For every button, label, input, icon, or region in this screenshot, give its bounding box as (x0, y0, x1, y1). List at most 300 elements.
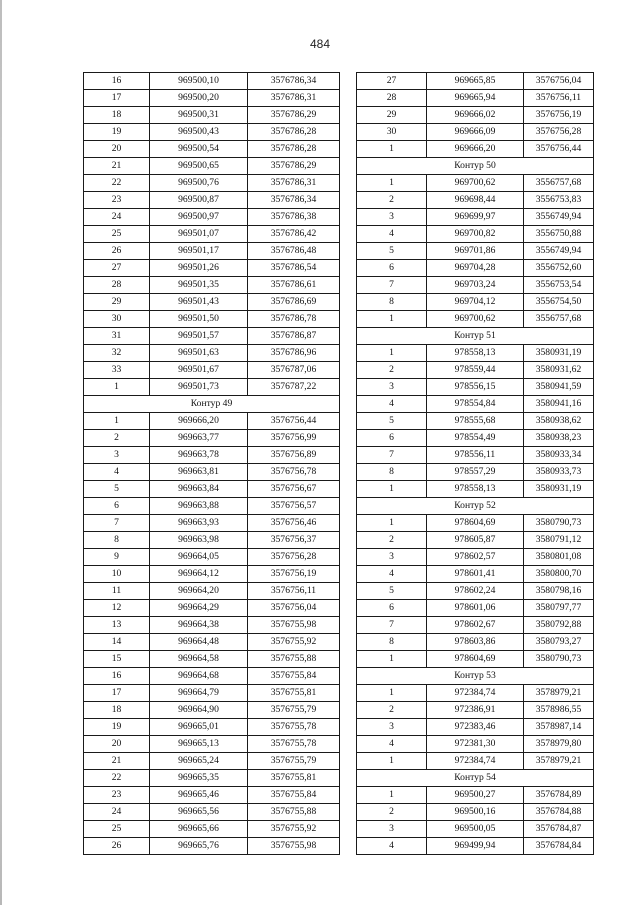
table-row (357, 90, 594, 107)
y-coordinate-cell: 3578979,21 (524, 753, 594, 770)
table-row (84, 430, 340, 447)
x-coordinate-cell: 978559,44 (427, 362, 524, 379)
y-coordinate-cell: 3576786,96 (248, 345, 340, 362)
contour-caption: Контур 52 (357, 498, 594, 515)
x-coordinate-cell: 969501,63 (150, 345, 248, 362)
x-coordinate-cell: 969500,76 (150, 175, 248, 192)
point-number-cell: 2 (357, 192, 427, 209)
x-coordinate-cell: 969500,97 (150, 209, 248, 226)
table-row (84, 549, 340, 566)
y-coordinate-cell: 3576755,78 (248, 719, 340, 736)
y-coordinate-cell: 3576755,81 (248, 685, 340, 702)
table-row (357, 549, 594, 566)
x-coordinate-cell: 969663,88 (150, 498, 248, 515)
x-coordinate-cell: 969704,28 (427, 260, 524, 277)
y-coordinate-cell: 3576784,88 (524, 804, 594, 821)
x-coordinate-cell: 969664,12 (150, 566, 248, 583)
x-coordinate-cell: 969501,57 (150, 328, 248, 345)
y-coordinate-cell: 3556753,83 (524, 192, 594, 209)
contour-caption: Контур 54 (357, 770, 594, 787)
y-coordinate-cell: 3576786,31 (248, 175, 340, 192)
x-coordinate-cell: 978605,87 (427, 532, 524, 549)
y-coordinate-cell: 3576786,34 (248, 192, 340, 209)
x-coordinate-cell: 978554,49 (427, 430, 524, 447)
table-row (84, 345, 340, 362)
point-number-cell: 30 (84, 311, 150, 328)
point-number-cell: 12 (84, 600, 150, 617)
table-row (84, 617, 340, 634)
y-coordinate-cell: 3576784,84 (524, 838, 594, 855)
y-coordinate-cell: 3556749,94 (524, 243, 594, 260)
point-number-cell: 5 (357, 243, 427, 260)
y-coordinate-cell: 3576786,28 (248, 141, 340, 158)
y-coordinate-cell: 3580931,19 (524, 481, 594, 498)
table-row (357, 243, 594, 260)
x-coordinate-cell: 978556,11 (427, 447, 524, 464)
point-number-cell: 18 (84, 107, 150, 124)
point-number-cell: 3 (84, 447, 150, 464)
point-number-cell: 4 (84, 464, 150, 481)
y-coordinate-cell: 3576755,81 (248, 770, 340, 787)
point-number-cell: 21 (84, 753, 150, 770)
point-number-cell: 27 (84, 260, 150, 277)
point-number-cell: 1 (84, 379, 150, 396)
table-row (84, 158, 340, 175)
y-coordinate-cell: 3576756,28 (248, 549, 340, 566)
point-number-cell: 29 (357, 107, 427, 124)
y-coordinate-cell: 3576755,88 (248, 651, 340, 668)
point-number-cell: 3 (357, 821, 427, 838)
point-number-cell: 2 (357, 532, 427, 549)
y-coordinate-cell: 3576756,11 (248, 583, 340, 600)
y-coordinate-cell: 3576755,98 (248, 838, 340, 855)
x-coordinate-cell: 969500,31 (150, 107, 248, 124)
contour-caption-row (357, 770, 594, 787)
x-coordinate-cell: 978601,41 (427, 566, 524, 583)
table-row (84, 685, 340, 702)
x-coordinate-cell: 969666,20 (150, 413, 248, 430)
point-number-cell: 1 (357, 311, 427, 328)
y-coordinate-cell: 3576786,87 (248, 328, 340, 345)
x-coordinate-cell: 969665,76 (150, 838, 248, 855)
table-row (84, 600, 340, 617)
y-coordinate-cell: 3576755,79 (248, 753, 340, 770)
x-coordinate-cell: 969500,16 (427, 804, 524, 821)
point-number-cell: 8 (357, 294, 427, 311)
point-number-cell: 7 (357, 447, 427, 464)
point-number-cell: 31 (84, 328, 150, 345)
table-row (84, 753, 340, 770)
point-number-cell: 16 (84, 73, 150, 90)
table-row (84, 719, 340, 736)
x-coordinate-cell: 978558,13 (427, 345, 524, 362)
x-coordinate-cell: 969666,02 (427, 107, 524, 124)
point-number-cell: 20 (84, 141, 150, 158)
table-row (84, 651, 340, 668)
table-row (84, 107, 340, 124)
table-row (357, 260, 594, 277)
table-row (84, 243, 340, 260)
y-coordinate-cell: 3576756,19 (248, 566, 340, 583)
x-coordinate-cell: 969699,97 (427, 209, 524, 226)
y-coordinate-cell: 3580800,70 (524, 566, 594, 583)
y-coordinate-cell: 3576756,44 (524, 141, 594, 158)
y-coordinate-cell: 3576756,04 (524, 73, 594, 90)
table-row (357, 175, 594, 192)
x-coordinate-cell: 969499,94 (427, 838, 524, 855)
point-number-cell: 6 (357, 260, 427, 277)
y-coordinate-cell: 3576755,84 (248, 668, 340, 685)
x-coordinate-cell: 969500,65 (150, 158, 248, 175)
x-coordinate-cell: 969664,58 (150, 651, 248, 668)
table-row (84, 124, 340, 141)
x-coordinate-cell: 969664,90 (150, 702, 248, 719)
table-row (84, 209, 340, 226)
x-coordinate-cell: 969700,62 (427, 175, 524, 192)
x-coordinate-cell: 972383,46 (427, 719, 524, 736)
table-row (84, 447, 340, 464)
point-number-cell: 4 (357, 396, 427, 413)
table-row (84, 260, 340, 277)
table-row (357, 379, 594, 396)
y-coordinate-cell: 3576786,31 (248, 90, 340, 107)
y-coordinate-cell: 3580793,27 (524, 634, 594, 651)
y-coordinate-cell: 3576784,87 (524, 821, 594, 838)
point-number-cell: 2 (357, 362, 427, 379)
y-coordinate-cell: 3576786,69 (248, 294, 340, 311)
point-number-cell: 8 (357, 634, 427, 651)
x-coordinate-cell: 969663,78 (150, 447, 248, 464)
x-coordinate-cell: 969664,68 (150, 668, 248, 685)
table-row (84, 90, 340, 107)
point-number-cell: 4 (357, 226, 427, 243)
x-coordinate-cell: 969663,77 (150, 430, 248, 447)
x-coordinate-cell: 969700,62 (427, 311, 524, 328)
table-row (84, 566, 340, 583)
table-row (357, 634, 594, 651)
table-row (84, 379, 340, 396)
y-coordinate-cell: 3556753,54 (524, 277, 594, 294)
point-number-cell: 32 (84, 345, 150, 362)
table-row (357, 481, 594, 498)
y-coordinate-cell: 3576756,19 (524, 107, 594, 124)
point-number-cell: 18 (84, 702, 150, 719)
y-coordinate-cell: 3576756,99 (248, 430, 340, 447)
contour-caption: Контур 50 (357, 158, 594, 175)
point-number-cell: 11 (84, 583, 150, 600)
contour-caption: Контур 51 (357, 328, 594, 345)
y-coordinate-cell: 3576786,34 (248, 73, 340, 90)
x-coordinate-cell: 978557,29 (427, 464, 524, 481)
x-coordinate-cell: 978602,57 (427, 549, 524, 566)
point-number-cell: 19 (84, 124, 150, 141)
y-coordinate-cell: 3576786,29 (248, 158, 340, 175)
table-row (357, 294, 594, 311)
y-coordinate-cell: 3576755,79 (248, 702, 340, 719)
x-coordinate-cell: 969665,46 (150, 787, 248, 804)
y-coordinate-cell: 3578979,80 (524, 736, 594, 753)
table-row (357, 583, 594, 600)
y-coordinate-cell: 3556757,68 (524, 175, 594, 192)
x-coordinate-cell: 978602,24 (427, 583, 524, 600)
x-coordinate-cell: 978604,69 (427, 651, 524, 668)
y-coordinate-cell: 3576756,37 (248, 532, 340, 549)
point-number-cell: 30 (357, 124, 427, 141)
y-coordinate-cell: 3576755,92 (248, 634, 340, 651)
point-number-cell: 9 (84, 549, 150, 566)
y-coordinate-cell: 3576755,78 (248, 736, 340, 753)
table-row (357, 651, 594, 668)
table-row (84, 532, 340, 549)
x-coordinate-cell: 969698,44 (427, 192, 524, 209)
point-number-cell: 2 (357, 702, 427, 719)
x-coordinate-cell: 969501,17 (150, 243, 248, 260)
y-coordinate-cell: 3576756,67 (248, 481, 340, 498)
point-number-cell: 1 (357, 481, 427, 498)
y-coordinate-cell: 3576786,54 (248, 260, 340, 277)
point-number-cell: 28 (357, 90, 427, 107)
table-row (357, 685, 594, 702)
contour-caption-row (357, 158, 594, 175)
table-row (357, 566, 594, 583)
y-coordinate-cell: 3576756,46 (248, 515, 340, 532)
contour-caption-row (357, 668, 594, 685)
point-number-cell: 20 (84, 736, 150, 753)
y-coordinate-cell: 3576755,84 (248, 787, 340, 804)
x-coordinate-cell: 969665,56 (150, 804, 248, 821)
point-number-cell: 3 (357, 209, 427, 226)
x-coordinate-cell: 978601,06 (427, 600, 524, 617)
point-number-cell: 21 (84, 158, 150, 175)
table-row (357, 209, 594, 226)
point-number-cell: 3 (357, 379, 427, 396)
y-coordinate-cell: 3580933,34 (524, 447, 594, 464)
page-edge (0, 0, 2, 905)
point-number-cell: 1 (357, 685, 427, 702)
y-coordinate-cell: 3580931,62 (524, 362, 594, 379)
point-number-cell: 1 (357, 515, 427, 532)
point-number-cell: 22 (84, 770, 150, 787)
table-row (357, 719, 594, 736)
table-row (84, 668, 340, 685)
point-number-cell: 6 (357, 600, 427, 617)
y-coordinate-cell: 3576786,38 (248, 209, 340, 226)
x-coordinate-cell: 969704,12 (427, 294, 524, 311)
x-coordinate-cell: 969701,86 (427, 243, 524, 260)
point-number-cell: 16 (84, 668, 150, 685)
point-number-cell: 29 (84, 294, 150, 311)
point-number-cell: 26 (84, 243, 150, 260)
x-coordinate-cell: 969500,43 (150, 124, 248, 141)
x-coordinate-cell: 972384,74 (427, 685, 524, 702)
point-number-cell: 4 (357, 838, 427, 855)
table-row (357, 430, 594, 447)
point-number-cell: 1 (357, 787, 427, 804)
point-number-cell: 1 (357, 753, 427, 770)
y-coordinate-cell: 3580798,16 (524, 583, 594, 600)
point-number-cell: 23 (84, 787, 150, 804)
table-row (357, 396, 594, 413)
x-coordinate-cell: 969501,50 (150, 311, 248, 328)
point-number-cell: 1 (357, 651, 427, 668)
y-coordinate-cell: 3576784,89 (524, 787, 594, 804)
table-row (84, 515, 340, 532)
table-row (84, 362, 340, 379)
table-row (357, 600, 594, 617)
table-row (357, 413, 594, 430)
point-number-cell: 1 (357, 141, 427, 158)
x-coordinate-cell: 969665,66 (150, 821, 248, 838)
y-coordinate-cell: 3580941,16 (524, 396, 594, 413)
y-coordinate-cell: 3556749,94 (524, 209, 594, 226)
table-row (84, 770, 340, 787)
y-coordinate-cell: 3576755,98 (248, 617, 340, 634)
table-row (357, 736, 594, 753)
point-number-cell: 17 (84, 90, 150, 107)
table-row (357, 532, 594, 549)
y-coordinate-cell: 3556754,50 (524, 294, 594, 311)
y-coordinate-cell: 3556757,68 (524, 311, 594, 328)
table-row (84, 73, 340, 90)
point-number-cell: 23 (84, 192, 150, 209)
point-number-cell: 25 (84, 821, 150, 838)
y-coordinate-cell: 3576786,42 (248, 226, 340, 243)
x-coordinate-cell: 969664,29 (150, 600, 248, 617)
y-coordinate-cell: 3580801,08 (524, 549, 594, 566)
point-number-cell: 1 (84, 413, 150, 430)
x-coordinate-cell: 969665,24 (150, 753, 248, 770)
x-coordinate-cell: 969665,85 (427, 73, 524, 90)
point-number-cell: 3 (357, 549, 427, 566)
point-number-cell: 5 (357, 413, 427, 430)
y-coordinate-cell: 3576755,92 (248, 821, 340, 838)
table-row (357, 277, 594, 294)
y-coordinate-cell: 3576756,11 (524, 90, 594, 107)
y-coordinate-cell: 3576756,89 (248, 447, 340, 464)
point-number-cell: 4 (357, 566, 427, 583)
y-coordinate-cell: 3580931,19 (524, 345, 594, 362)
coordinates-table-right (356, 72, 594, 855)
table-row (84, 804, 340, 821)
point-number-cell: 4 (357, 736, 427, 753)
contour-caption: Контур 49 (84, 396, 340, 413)
y-coordinate-cell: 3580938,23 (524, 430, 594, 447)
x-coordinate-cell: 969663,93 (150, 515, 248, 532)
table-row (84, 838, 340, 855)
point-number-cell: 7 (84, 515, 150, 532)
y-coordinate-cell: 3578987,14 (524, 719, 594, 736)
y-coordinate-cell: 3578986,55 (524, 702, 594, 719)
table-row (84, 583, 340, 600)
table-row (84, 311, 340, 328)
point-number-cell: 26 (84, 838, 150, 855)
table-row (357, 107, 594, 124)
point-number-cell: 17 (84, 685, 150, 702)
point-number-cell: 7 (357, 617, 427, 634)
x-coordinate-cell: 978554,84 (427, 396, 524, 413)
x-coordinate-cell: 969664,48 (150, 634, 248, 651)
table-row (84, 226, 340, 243)
point-number-cell: 27 (357, 73, 427, 90)
table-row (84, 175, 340, 192)
point-number-cell: 13 (84, 617, 150, 634)
y-coordinate-cell: 3580941,59 (524, 379, 594, 396)
table-row (84, 702, 340, 719)
coordinates-table-left (83, 72, 340, 855)
table-row (84, 821, 340, 838)
x-coordinate-cell: 972384,74 (427, 753, 524, 770)
x-coordinate-cell: 969664,05 (150, 549, 248, 566)
table-row (357, 617, 594, 634)
x-coordinate-cell: 969664,79 (150, 685, 248, 702)
contour-caption-row (84, 396, 340, 413)
table-row (357, 464, 594, 481)
x-coordinate-cell: 969500,87 (150, 192, 248, 209)
point-number-cell: 6 (84, 498, 150, 515)
table-row (357, 702, 594, 719)
y-coordinate-cell: 3580790,73 (524, 515, 594, 532)
contour-caption-row (357, 328, 594, 345)
y-coordinate-cell: 3576786,78 (248, 311, 340, 328)
y-coordinate-cell: 3576786,48 (248, 243, 340, 260)
y-coordinate-cell: 3576756,04 (248, 600, 340, 617)
x-coordinate-cell: 969700,82 (427, 226, 524, 243)
x-coordinate-cell: 969663,98 (150, 532, 248, 549)
y-coordinate-cell: 3580938,62 (524, 413, 594, 430)
y-coordinate-cell: 3576787,06 (248, 362, 340, 379)
x-coordinate-cell: 969663,81 (150, 464, 248, 481)
point-number-cell: 3 (357, 719, 427, 736)
x-coordinate-cell: 978602,67 (427, 617, 524, 634)
table-row (357, 192, 594, 209)
table-row (84, 328, 340, 345)
y-coordinate-cell: 3576756,44 (248, 413, 340, 430)
table-row (357, 804, 594, 821)
x-coordinate-cell: 969664,38 (150, 617, 248, 634)
point-number-cell: 22 (84, 175, 150, 192)
point-number-cell: 5 (357, 583, 427, 600)
x-coordinate-cell: 969500,20 (150, 90, 248, 107)
y-coordinate-cell: 3576756,28 (524, 124, 594, 141)
y-coordinate-cell: 3580792,88 (524, 617, 594, 634)
table-row (357, 787, 594, 804)
x-coordinate-cell: 969665,94 (427, 90, 524, 107)
x-coordinate-cell: 969500,05 (427, 821, 524, 838)
x-coordinate-cell: 978603,86 (427, 634, 524, 651)
y-coordinate-cell: 3580790,73 (524, 651, 594, 668)
table-row (357, 345, 594, 362)
x-coordinate-cell: 978558,13 (427, 481, 524, 498)
table-row (84, 294, 340, 311)
y-coordinate-cell: 3576786,29 (248, 107, 340, 124)
table-row (357, 73, 594, 90)
x-coordinate-cell: 969500,54 (150, 141, 248, 158)
point-number-cell: 24 (84, 209, 150, 226)
table-row (84, 141, 340, 158)
point-number-cell: 14 (84, 634, 150, 651)
table-row (84, 277, 340, 294)
table-row (84, 413, 340, 430)
table-row (84, 787, 340, 804)
y-coordinate-cell: 3576755,88 (248, 804, 340, 821)
table-row (84, 464, 340, 481)
x-coordinate-cell: 969501,67 (150, 362, 248, 379)
x-coordinate-cell: 969703,24 (427, 277, 524, 294)
point-number-cell: 7 (357, 277, 427, 294)
x-coordinate-cell: 978556,15 (427, 379, 524, 396)
x-coordinate-cell: 969501,35 (150, 277, 248, 294)
x-coordinate-cell: 972386,91 (427, 702, 524, 719)
